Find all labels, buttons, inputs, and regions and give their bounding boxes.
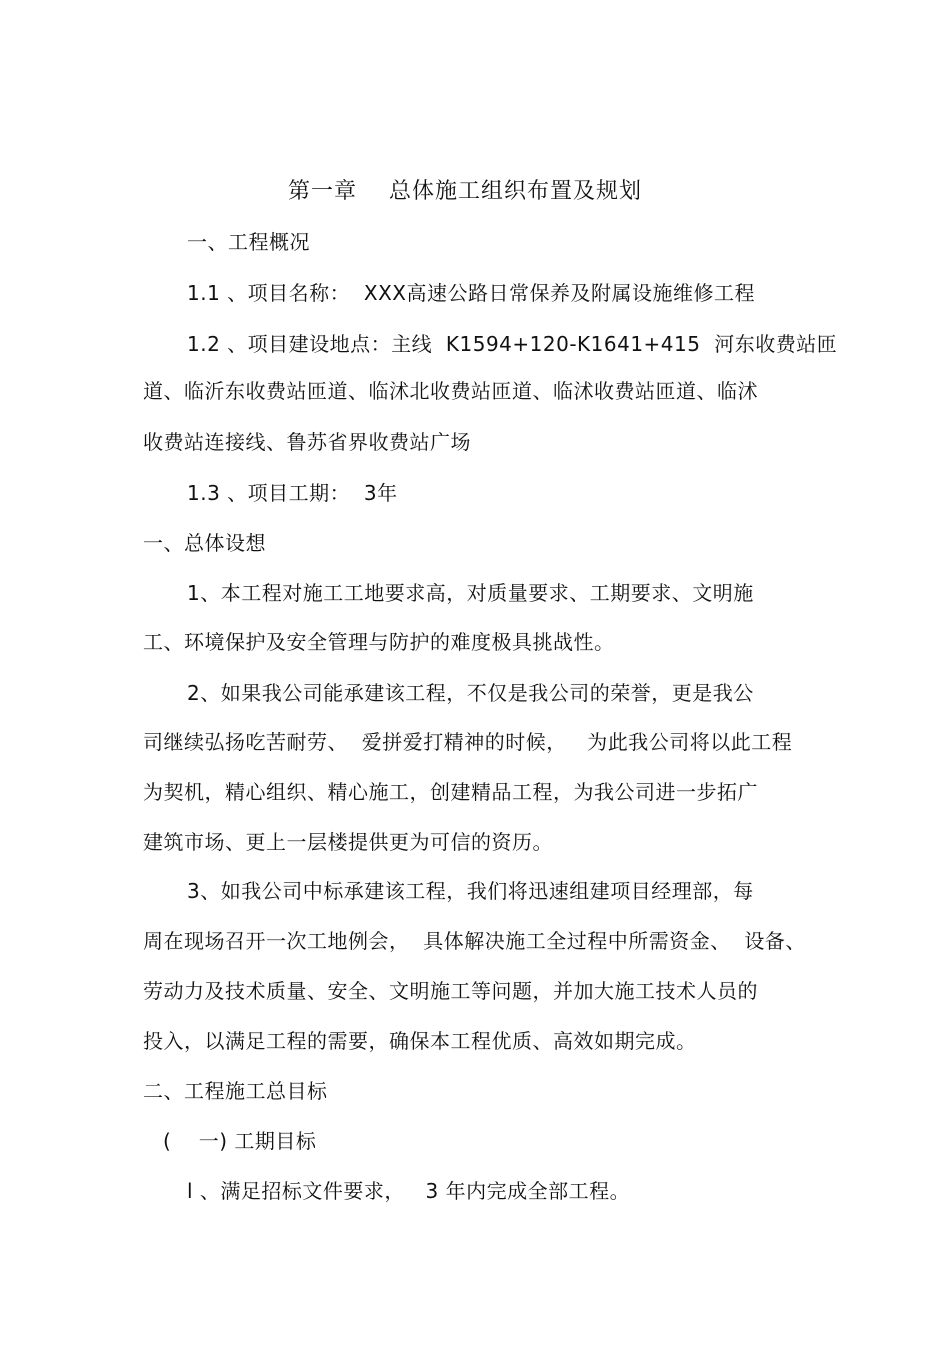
paragraph-line: 工、环境保护及安全管理与防护的难度极具挑战性。 — [143, 630, 615, 654]
paragraph-line: 1.3 、项目工期： 3年 — [187, 481, 398, 505]
paragraph-line: 建筑市场、更上一层楼提供更为可信的资历。 — [143, 830, 553, 854]
paragraph-line: 投入，以满足工程的需要，确保本工程优质、高效如期完成。 — [143, 1029, 697, 1053]
paragraph-line: 1.2 、项目建设地点：主线 K1594+120-K1641+415 河东收费站匝 — [187, 332, 838, 356]
section-heading: 一、总体设想 — [143, 531, 266, 555]
subsection-heading: ( 一) 工期目标 — [163, 1129, 317, 1153]
paragraph-line: 1.1 、项目名称： XXX高速公路日常保养及附属设施维修工程 — [187, 281, 755, 305]
paragraph-line: l 、满足招标文件要求， 3 年内完成全部工程。 — [187, 1179, 631, 1203]
section-heading: 二、工程施工总目标 — [143, 1079, 328, 1103]
paragraph-line: 道、临沂东收费站匝道、临沭北收费站匝道、临沭收费站匝道、临沭 — [143, 379, 758, 403]
paragraph-line: 收费站连接线、鲁苏省界收费站广场 — [143, 430, 471, 454]
paragraph-line: 司继续弘扬吃苦耐劳、 爱拼爱打精神的时候， 为此我公司将以此工程 — [143, 730, 793, 754]
paragraph-line: 1、本工程对施工工地要求高，对质量要求、工期要求、文明施 — [187, 581, 754, 605]
paragraph-line: 周在现场召开一次工地例会， 具体解决施工全过程中所需资金、 设备、 — [143, 929, 806, 953]
paragraph-line: 2、如果我公司能承建该工程，不仅是我公司的荣誉，更是我公 — [187, 681, 754, 705]
paragraph-line: 3、如我公司中标承建该工程，我们将迅速组建项目经理部，每 — [187, 879, 754, 903]
chapter-title: 第一章 总体施工组织布置及规划 — [288, 179, 642, 204]
section-heading: 一、工程概况 — [187, 230, 310, 254]
paragraph-line: 为契机，精心组织、精心施工，创建精品工程，为我公司进一步拓广 — [143, 780, 758, 804]
paragraph-line: 劳动力及技术质量、安全、文明施工等问题，并加大施工技术人员的 — [143, 979, 758, 1003]
